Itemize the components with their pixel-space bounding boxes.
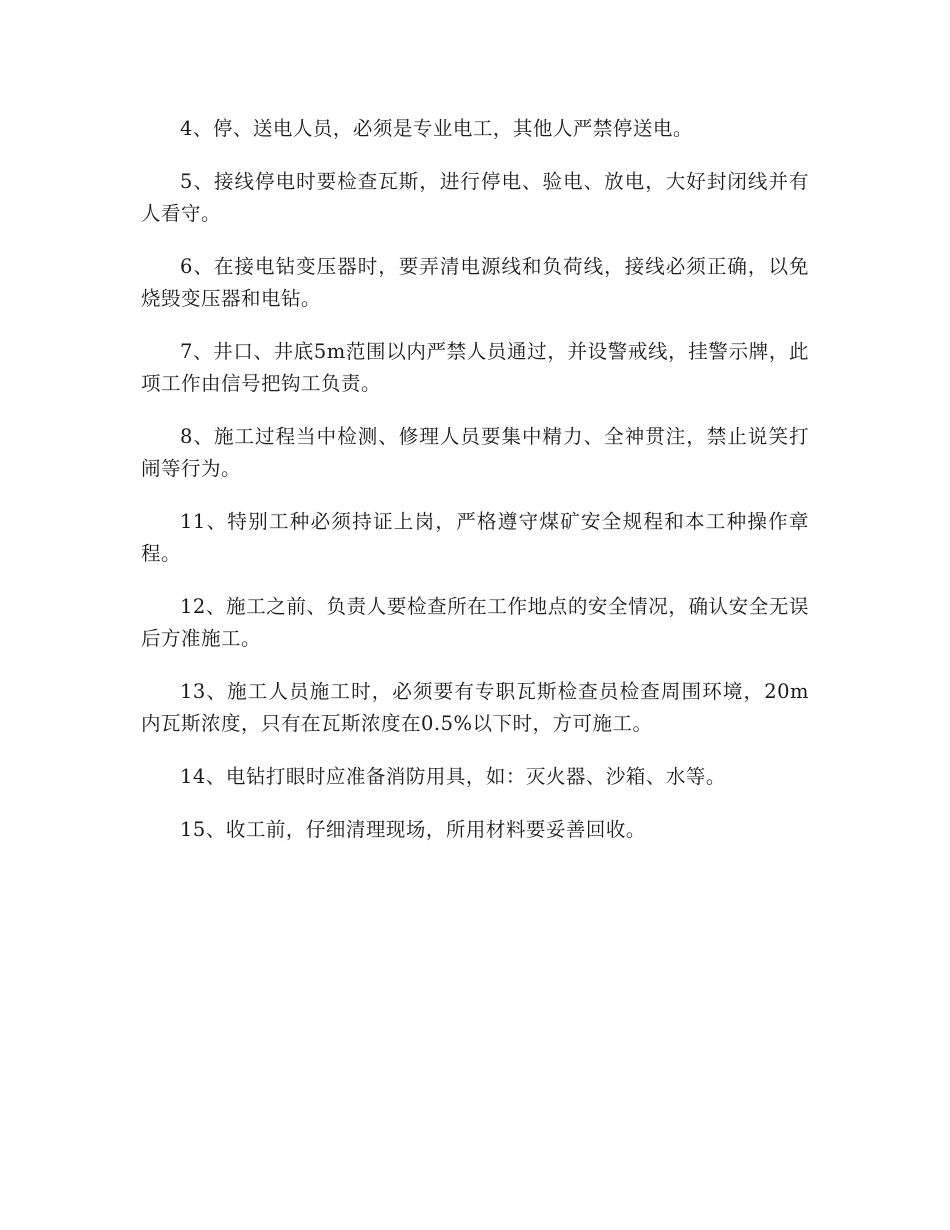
paragraph-item-14: 14、电钻打眼时应准备消防用具，如：灭火器、沙箱、水等。 <box>180 765 726 788</box>
paragraph-item-15: 15、收工前，仔细清理现场，所用材料要妥善回收。 <box>180 818 646 841</box>
paragraph-item-13: 13、施工人员施工时，必须要有专职瓦斯检查员检查周围环境，20m内瓦斯浓度，只有在瓦斯浓度在0.5%以下时，方可施工。 <box>141 680 809 735</box>
paragraph-item-6: 6、在接电钻变压器时，要弄清电源线和负荷线，接线必须正确，以免烧毁变压器和电钻。 <box>141 255 809 310</box>
paragraph-item-12: 12、施工之前、负责人要检查所在工作地点的安全情况，确认安全无误后方准施工。 <box>141 595 809 650</box>
paragraph-item-5: 5、接线停电时要检查瓦斯，进行停电、验电、放电，大好封闭线并有人看守。 <box>141 170 809 225</box>
paragraph-item-11: 11、特别工种必须持证上岗，严格遵守煤矿安全规程和本工种操作章程。 <box>141 510 809 565</box>
paragraph-item-7: 7、井口、井底5m范围以内严禁人员通过，并设警戒线，挂警示牌，此项工作由信号把钩工负责。 <box>141 340 809 395</box>
document-body <box>141 113 809 867</box>
paragraph-item-8: 8、施工过程当中检测、修理人员要集中精力、全神贯注，禁止说笑打闹等行为。 <box>141 425 809 480</box>
paragraph-item-4: 4、停、送电人员，必须是专业电工，其他人严禁停送电。 <box>180 117 693 140</box>
